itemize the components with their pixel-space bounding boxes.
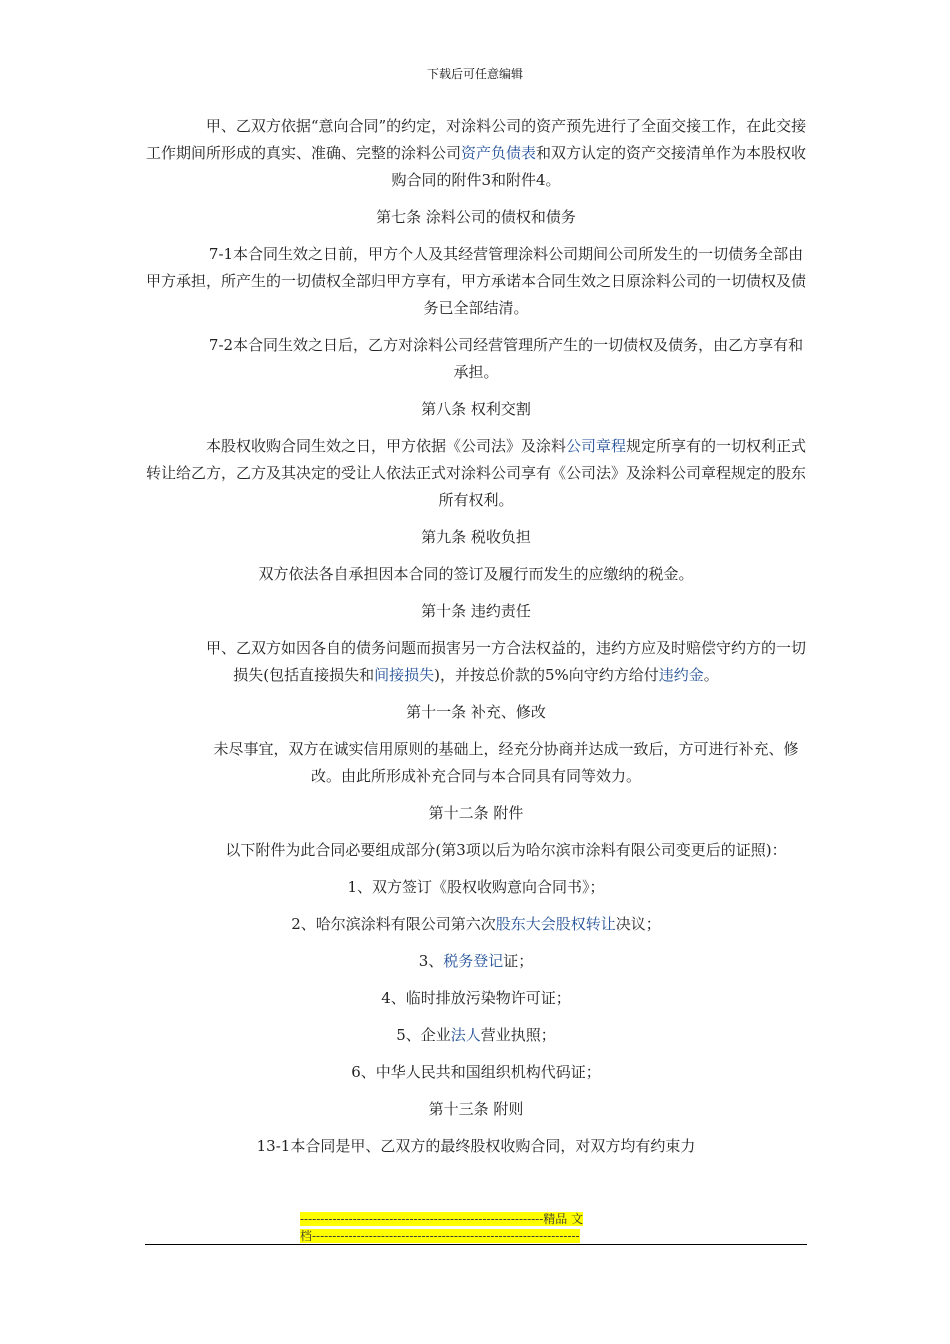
text-run: 以下附件为此合同必要组成部分(第3项以后为哈尔滨市涂料有限公司变更后的证照)： — [225, 841, 787, 859]
text-run: 7-1本合同生效之日前，甲方个人及其经营管理涂料公司期间公司所发生的一切债务全部由甲方承担，所产生的一切债权全部归甲方享有，甲方承诺本合同生效之日原涂料公司的一切债权及债务已全部结清。 — [145, 245, 806, 317]
text-run: 第十一条 补充、修改 — [406, 703, 546, 721]
text-run: 5、企业 — [396, 1026, 451, 1044]
paragraph — [145, 561, 807, 588]
article-heading — [145, 396, 807, 423]
paragraph — [145, 948, 807, 975]
article-heading — [145, 204, 807, 231]
footer-rule — [145, 1244, 807, 1245]
paragraph — [145, 1022, 807, 1049]
paragraph — [145, 113, 807, 194]
text-run: 第七条 涂料公司的债权和债务 — [376, 208, 576, 226]
paragraph — [145, 837, 807, 864]
paragraph — [145, 332, 807, 386]
document-body — [145, 113, 807, 1170]
inline-link[interactable]: 违约金 — [658, 666, 704, 684]
text-run: 未尽事宜，双方在诚实信用原则的基础上，经充分协商并达成一致后，方可进行补充、修改。由此所形成补充合同与本合同具有同等效力。 — [213, 740, 799, 785]
article-heading — [145, 1096, 807, 1123]
footer-marker — [300, 1211, 650, 1245]
paragraph — [145, 1059, 807, 1086]
paragraph — [145, 433, 807, 514]
text-run: 和双方认定的资产交接清单作为本股权收购合同的附件3和附件4。 — [391, 144, 807, 189]
inline-link[interactable]: 法人 — [450, 1026, 481, 1044]
paragraph — [145, 635, 807, 689]
paragraph — [145, 874, 807, 901]
text-run: 3、 — [418, 952, 444, 970]
text-run: 甲、乙双方如因各自的债务问题而损害另一方合法权益的，违约方应及时赔偿守约方的一切损失(包括直接损失和 — [205, 639, 806, 684]
text-run: 13-1本合同是甲、乙双方的最终股权收购合同，对双方均有约束力 — [256, 1137, 696, 1155]
text-run: 第九条 税收负担 — [421, 528, 531, 546]
text-run: 1、双方签订《股权收购意向合同书》； — [347, 878, 605, 896]
inline-link[interactable]: 公司章程 — [565, 437, 626, 455]
text-run: 7-2本合同生效之日后，乙方对涂料公司经营管理所产生的一切债权及债务，由乙方享有和承担。 — [208, 336, 804, 381]
text-run: 6、中华人民共和国组织机构代码证； — [351, 1063, 601, 1081]
paragraph — [145, 911, 807, 938]
page-header: 下载后可任意编辑 — [426, 67, 523, 81]
inline-link[interactable]: 资产负债表 — [460, 144, 536, 162]
text-run: 决议； — [615, 915, 661, 933]
text-run: 甲、乙双方依据“意向合同”的约定，对涂料公司的资产预先进行了全面交接工作，在此交接工作期间所形成的真实、准确、完整的涂料公司 — [145, 117, 807, 162]
article-heading — [145, 800, 807, 827]
text-run: 第十二条 附件 — [428, 804, 524, 822]
article-heading — [145, 699, 807, 726]
paragraph — [145, 1133, 807, 1160]
text-run: 第八条 权利交割 — [421, 400, 531, 418]
inline-link[interactable]: 股权转让 — [555, 915, 616, 933]
paragraph — [145, 736, 807, 790]
paragraph — [145, 985, 807, 1012]
footer-line-2: 档------------------------------------------------------------------ — [300, 1229, 580, 1243]
text-run: 规定所享有的一切权利正式转让给乙方，乙方及其决定的受让人依法正式对涂料公司享有《公司法》及涂料公司章程规定的股东所有权利。 — [145, 437, 807, 509]
text-run: 。 — [703, 666, 719, 684]
text-run: 2、哈尔滨涂料有限公司第六次 — [291, 915, 496, 933]
text-run: 双方依法各自承担因本合同的签订及履行而发生的应缴纳的税金。 — [258, 565, 694, 583]
text-run: 证； — [503, 952, 534, 970]
text-run: 营业执照； — [480, 1026, 556, 1044]
inline-link[interactable]: 股东大会 — [495, 915, 556, 933]
text-run: 第十三条 附则 — [428, 1100, 524, 1118]
paragraph — [145, 241, 807, 322]
footer-line-1: ------------------------------------------------------------精品 文 — [300, 1212, 584, 1226]
article-heading — [145, 524, 807, 551]
article-heading — [145, 598, 807, 625]
inline-link[interactable]: 间接损失 — [374, 666, 435, 684]
text-run: )，并按总价款的5%向守约方给付 — [434, 666, 659, 684]
text-run: 4、临时排放污染物许可证； — [381, 989, 571, 1007]
inline-link[interactable]: 税务登记 — [443, 952, 504, 970]
text-run: 本股权收购合同生效之日，甲方依据《公司法》及涂料 — [205, 437, 566, 455]
text-run: 第十条 违约责任 — [421, 602, 531, 620]
